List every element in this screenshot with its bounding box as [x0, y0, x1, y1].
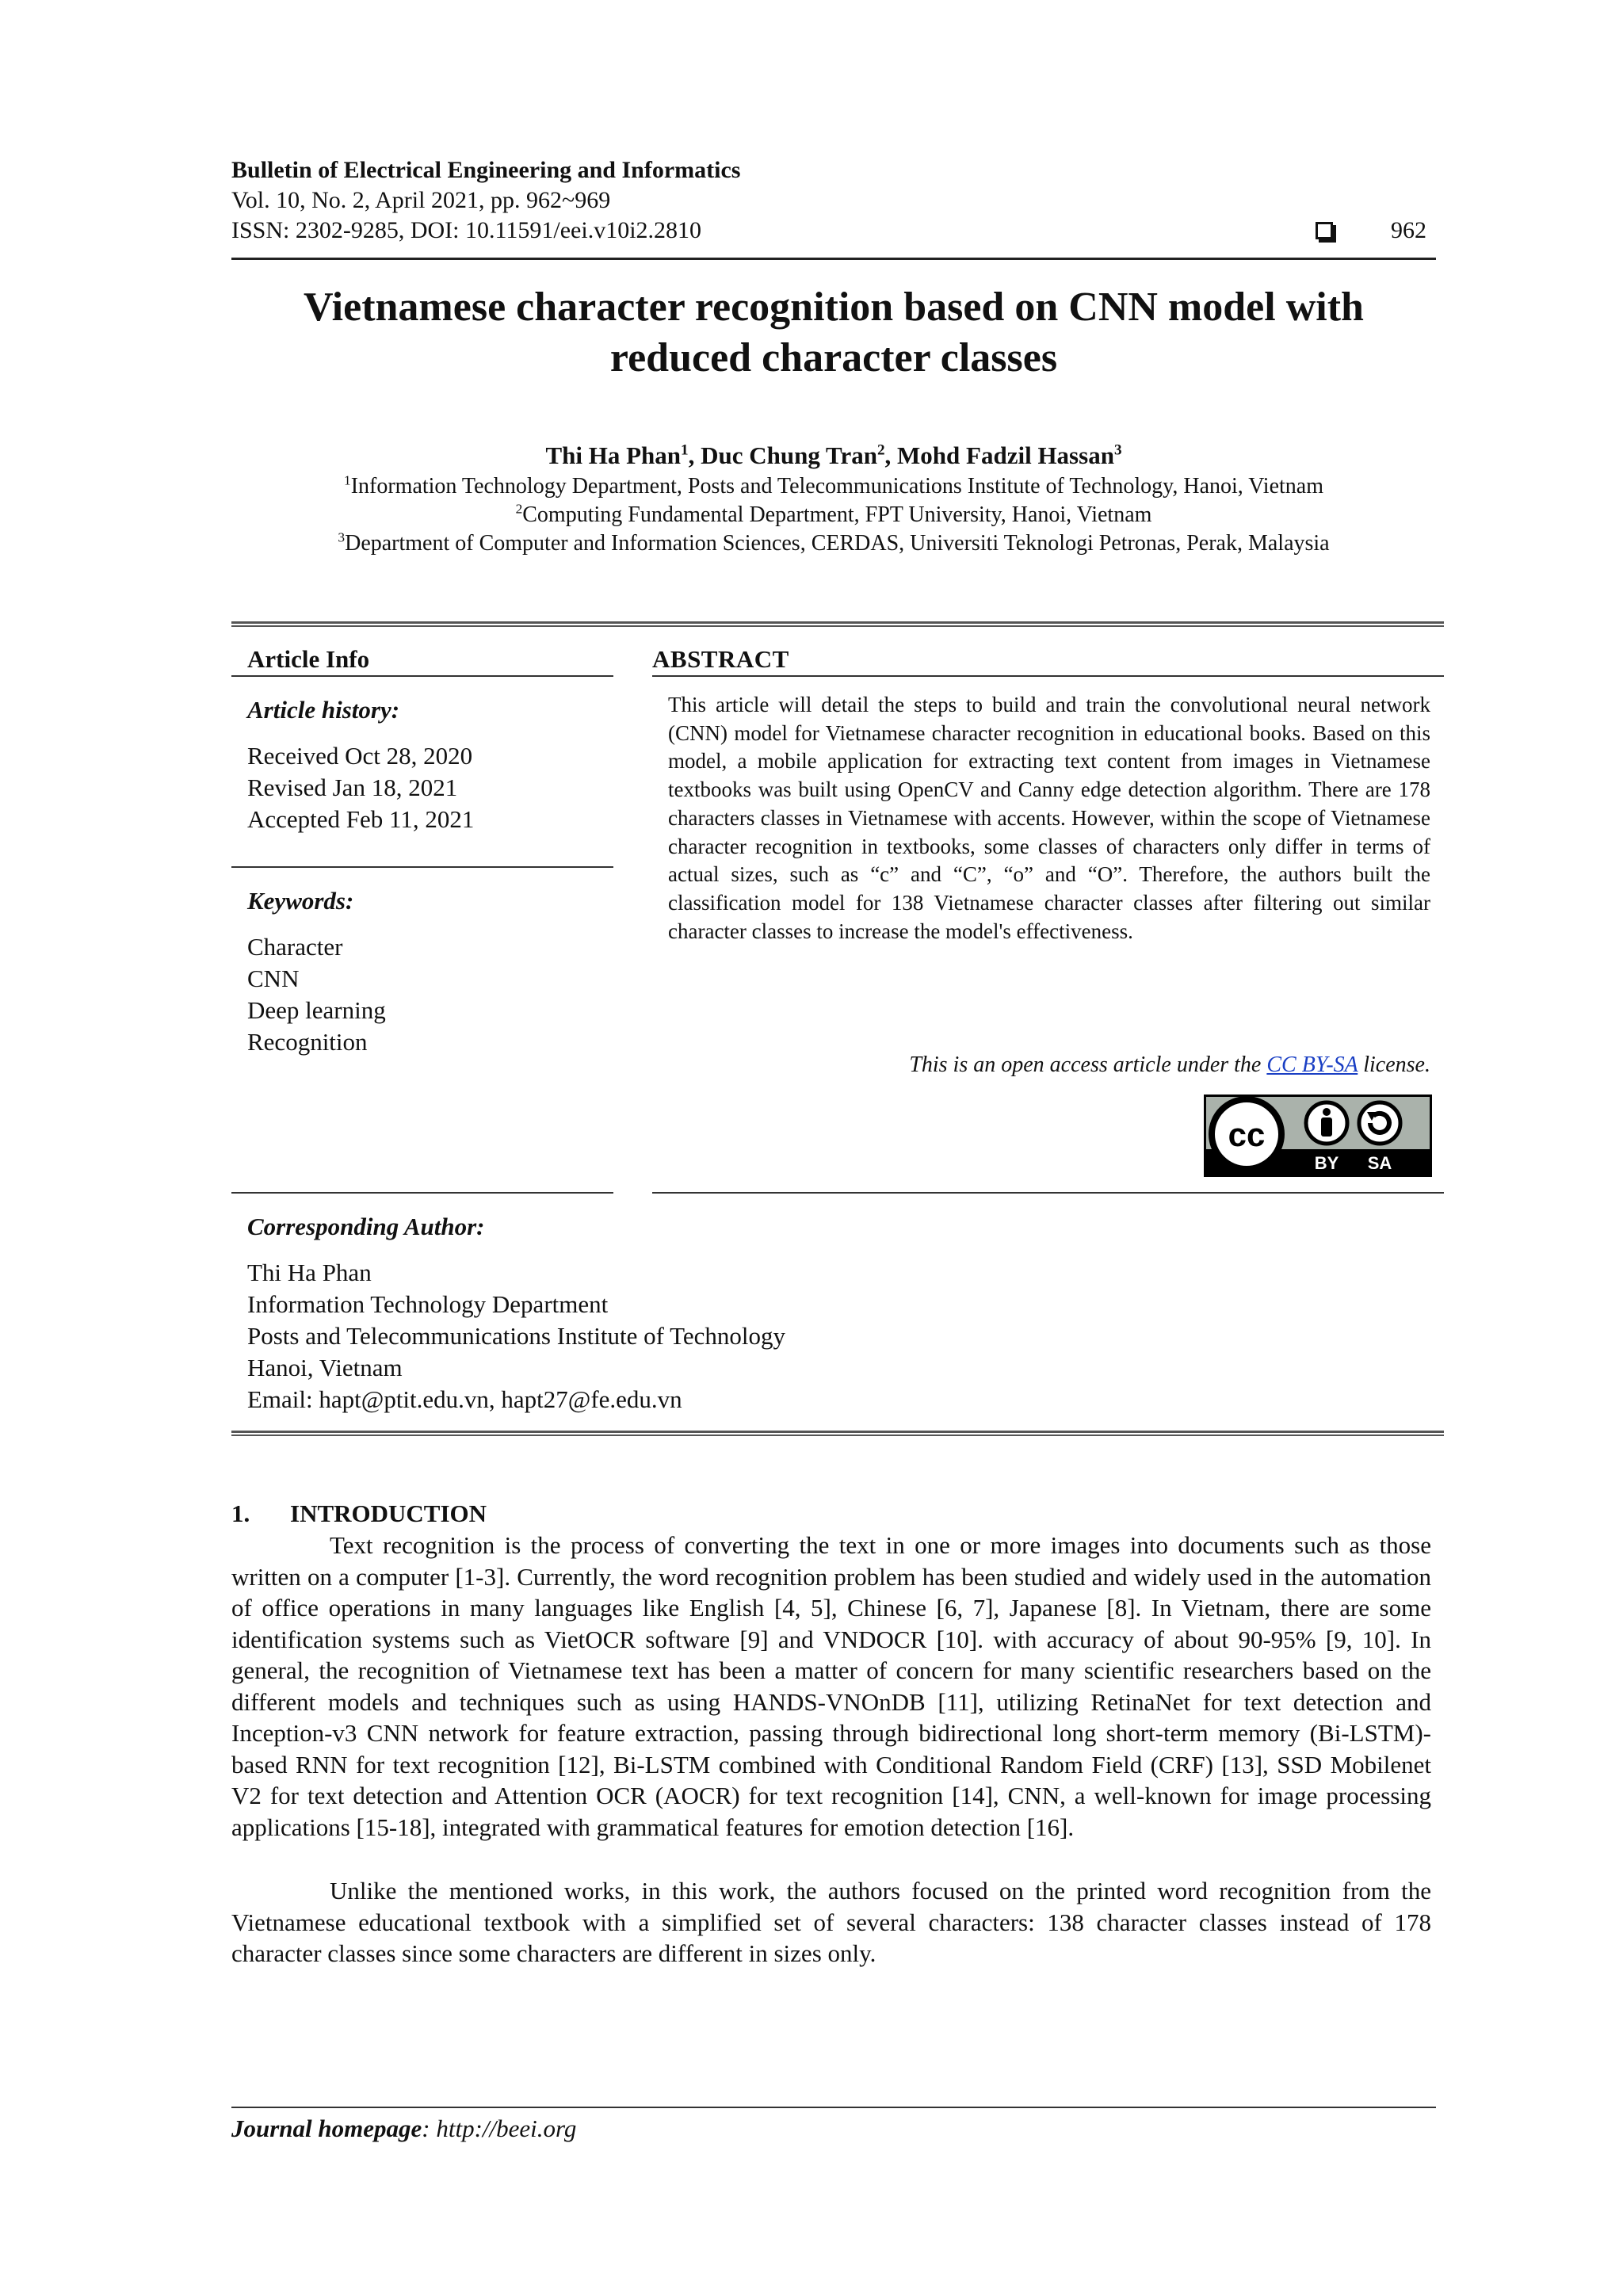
corresponding-author-location: Hanoi, Vietnam [247, 1354, 403, 1381]
share-alike-icon [1359, 1102, 1400, 1144]
attribution-person-icon [1306, 1102, 1347, 1144]
cc-icon-text: cc [1228, 1116, 1266, 1153]
affiliation-1 [231, 472, 1436, 501]
info-divider [231, 675, 613, 677]
journal-homepage [231, 2113, 576, 2145]
history-accepted: Accepted Feb 11, 2021 [247, 805, 475, 833]
corresponding-author-heading: Corresponding Author: [247, 1213, 485, 1240]
affiliation-text: Department of Computer and Information Sciences, CERDAS, Universiti Teknologi Petronas, Perak, Malaysia [345, 531, 1330, 556]
abstract-divider [652, 675, 1444, 677]
info-bottom-rule [231, 1431, 1444, 1436]
abstract-heading: ABSTRACT [652, 645, 789, 673]
page-number: 962 [1391, 217, 1426, 243]
section-heading-introduction [231, 1498, 487, 1530]
corresponding-author-institute: Posts and Telecommunications Institute of Technology [247, 1322, 786, 1350]
affiliation-superscript: 2 [515, 501, 523, 517]
homepage-separator: : [422, 2115, 437, 2142]
corresponding-author-email: Email: hapt@ptit.edu.vn, hapt27@fe.edu.vn [247, 1385, 682, 1413]
license-link[interactable]: CC BY-SA [1266, 1052, 1358, 1077]
homepage-label: Journal homepage [231, 2115, 422, 2142]
author-superscript: 1 [681, 441, 689, 459]
cc-by-sa-badge[interactable] [1204, 1095, 1432, 1177]
keyword: Recognition [247, 1028, 368, 1056]
journal-issn: ISSN: 2302-9285, DOI: 10.11591/eei.v10i2.2810 [231, 217, 702, 243]
affiliation-text: Information Technology Department, Posts and Telecommunications Institute of Technology, Hanoi, Vietnam [350, 474, 1323, 499]
paper-title [231, 282, 1436, 384]
author-list: Thi Ha Phan$^1$, Duc Chung Tran$^2$, Mohd Fadzil Hassan$^3$ [545, 441, 1122, 469]
square-bullet-icon [1316, 222, 1333, 239]
homepage-url[interactable]: http://beei.org [436, 2115, 577, 2142]
footer-rule [231, 2107, 1436, 2108]
header-rule [231, 258, 1436, 260]
keyword: Character [247, 933, 343, 961]
title-line-2: reduced character classes [609, 335, 1058, 380]
abstract-text: This article will detail the steps to build and train the convolutional neural network (CNN) model for Vietnamese character recognition in educational books. Based on this model, a mobile application for extracting text content from images in Vietnamese textbooks was built using OpenCV and Canny edge detection algorithm. There are 178 characters classes in Vietnamese with accents. However, within the scope of Vietnamese character recognition in textbooks, some classes of characters only differ in terms of actual sizes, such as “c” and “C”, “o” and “O”. Therefore, the authors built the classification model for 138 Vietnamese character classes after filtering out similar character classes to increase the model's effectiveness. [668, 693, 1430, 943]
license-prefix: This is an open access article under the [909, 1052, 1267, 1077]
history-revised: Revised Jan 18, 2021 [247, 774, 458, 801]
title-line-1: Vietnamese character recognition based on CNN model with [304, 285, 1364, 330]
author-superscript: 3 [1113, 441, 1122, 459]
info-top-rule [231, 621, 1444, 627]
author-name: Duc Chung Tran [701, 441, 877, 469]
affiliation-2 [231, 501, 1436, 529]
journal-volume: Vol. 10, No. 2, April 2021, pp. 962~969 [231, 187, 611, 213]
corresponding-author-name: Thi Ha Phan [247, 1259, 372, 1286]
body-paragraph: Text recognition is the process of converting the text in one or more images into documents such as those written on a computer [1-3]. Currently, the word recognition problem has been studied and widely used in the automation of office operations in many languages like English [4, 5], Chinese [6, 7], Japanese [8]. In Vietnam, there are some identification systems such as VietOCR software [9] and VNDOCR [10]. with accuracy of about 90-95% [9, 10]. In general, the recognition of Vietnamese text has been a matter of concern for many scientific researchers based on the different models and techniques such as using HANDS-VNOnDB [11], utilizing RetinaNet for text detection and Inception-v3 CNN network for feature extraction, passing through bidirectional long short-term memory (Bi-LSTM)-based RNN for text recognition [12], Bi-LSTM combined with Conditional Random Field (CRF) [13], SSD Mobilenet V2 for text detection and Attention OCR (AOCR) for text recognition [14], CNN, a well-known for image processing applications [15-18], integrated with grammatical features for emotion detection [16]. [231, 1531, 1431, 1841]
author-superscript: 2 [876, 441, 885, 459]
affiliation-text: Computing Fundamental Department, FPT University, Hanoi, Vietnam [522, 502, 1152, 527]
affiliation-3 [231, 529, 1436, 558]
section-number: 1. [231, 1499, 250, 1527]
info-divider [231, 866, 613, 868]
keyword: Deep learning [247, 996, 386, 1024]
keyword: CNN [247, 965, 300, 992]
license-suffix: license. [1358, 1052, 1430, 1077]
journal-name: Bulletin of Electrical Engineering and Informatics [231, 157, 741, 183]
article-history-heading: Article history: [247, 696, 400, 724]
affiliation-superscript: 3 [338, 529, 346, 545]
section-title: INTRODUCTION [290, 1499, 487, 1527]
info-divider [231, 1192, 613, 1194]
cc-icon [1212, 1099, 1281, 1169]
affiliation-superscript: 1 [344, 472, 351, 488]
badge-by-label: BY [1314, 1153, 1339, 1173]
corresponding-author-department: Information Technology Department [247, 1290, 609, 1318]
author-name: Mohd Fadzil Hassan [897, 441, 1114, 469]
article-info-heading: Article Info [247, 645, 370, 673]
author-name: Thi Ha Phan [545, 441, 682, 469]
body-paragraph: Unlike the mentioned works, in this work, the authors focused on the printed word recognition from the Vietnamese educational textbook with a simplified set of several characters: 138 character classes instead of 178 character classes since some characters are different in sizes only. [231, 1877, 1431, 1967]
history-received: Received Oct 28, 2020 [247, 742, 473, 770]
license-note [668, 1051, 1430, 1079]
keywords-heading: Keywords: [247, 887, 354, 915]
badge-sa-label: SA [1367, 1153, 1392, 1173]
abstract-divider [652, 1192, 1444, 1194]
